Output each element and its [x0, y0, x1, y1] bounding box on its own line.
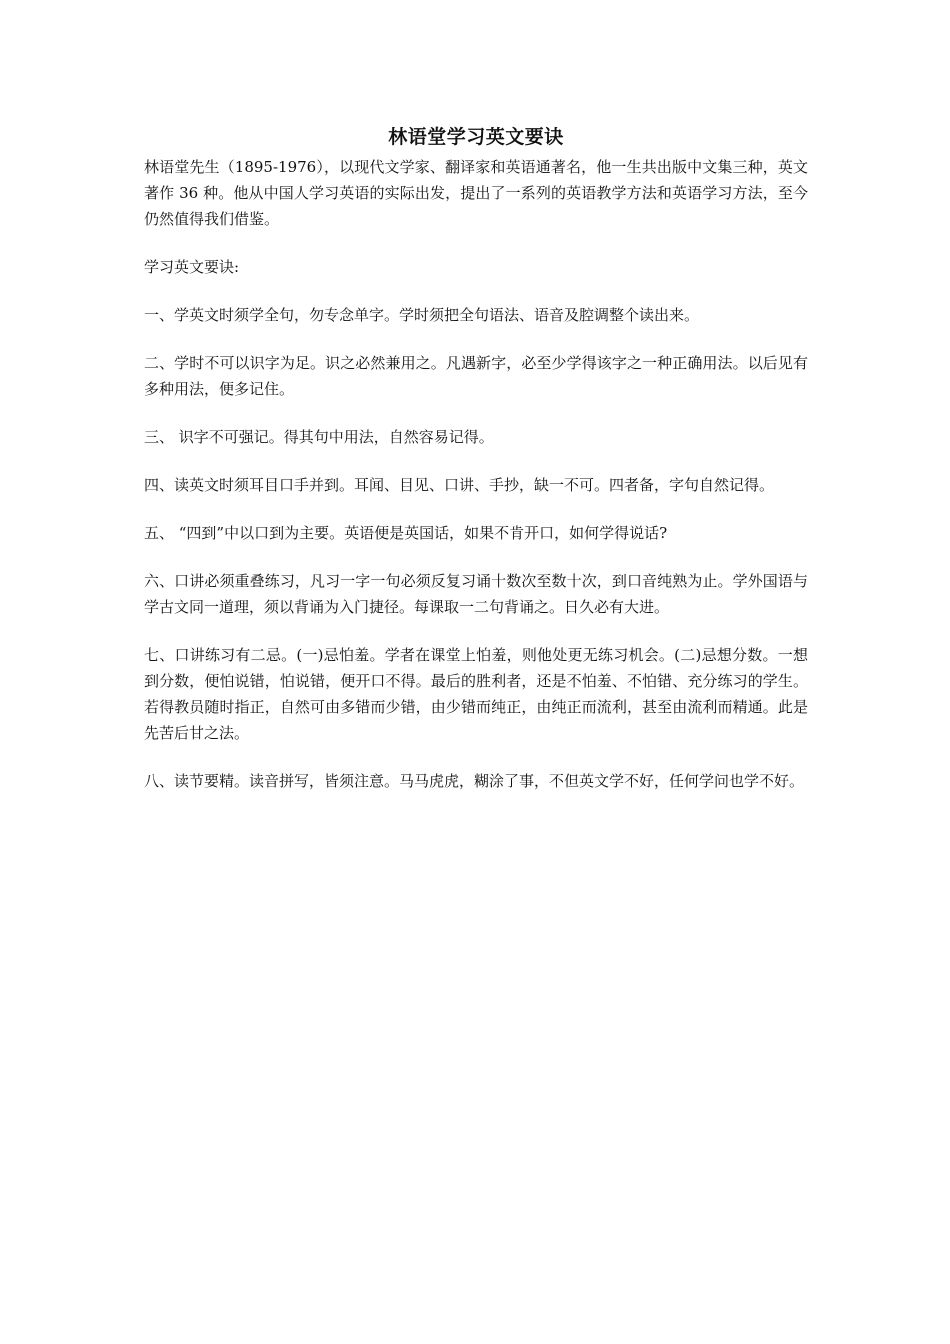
intro-paragraph: 林语堂先生（1895-1976），以现代文学家、翻译家和英语通著名，他一生共出版中文集三种，英文著作 36 种。他从中国人学习英语的实际出发，提出了一系列的英语教学方法和英语学习方法，至今仍然值得我们借鉴。 [144, 158, 808, 228]
section-heading: 学习英文要诀: [144, 258, 240, 276]
paragraph-gap [144, 620, 808, 642]
rule-item-8: 八、读节要精。读音拼写，皆须注意。马马虎虎，糊涂了事，不但英文学不好，任何学问也学不好。 [144, 772, 805, 790]
paragraph-gap [144, 498, 808, 520]
paragraph-gap [144, 450, 808, 472]
paragraph-gap [144, 280, 808, 302]
rule-item-1: 一、学英文时须学全句，勿专念单字。学时须把全句语法、语音及腔调整个读出来。 [144, 306, 700, 324]
rule-item-5: 五、 “四到”中以口到为主要。英语便是英国话，如果不肯开口，如何学得说话? [144, 524, 668, 542]
rule-item-3: 三、 识字不可强记。得其句中用法，自然容易记得。 [144, 428, 494, 446]
document-title: 林语堂学习英文要诀 [388, 126, 564, 148]
paragraph-gap [144, 402, 808, 424]
document-page [144, 120, 808, 794]
paragraph-gap [144, 232, 808, 254]
paragraph-gap [144, 546, 808, 568]
rule-item-7: 七、口讲练习有二忌。(一)忌怕羞。学者在课堂上怕羞，则他处更无练习机会。(二)忌想分数。一想到分数，便怕说错，怕说错，便开口不得。最后的胜利者，还是不怕羞、不怕错、充分练习的学生。若得教员随时指正，自然可由多错而少错，由少错而纯正，由纯正而流利，甚至由流利而精通。此是先苦后甘之法。 [144, 646, 808, 742]
paragraph-gap [144, 746, 808, 768]
rule-item-2: 二、学时不可以识字为足。识之必然兼用之。凡遇新字，必至少学得该字之一种正确用法。以后见有多种用法，便多记住。 [144, 354, 808, 398]
paragraph-gap [144, 328, 808, 350]
rule-item-4: 四、读英文时须耳目口手并到。耳闻、目见、口讲、手抄，缺一不可。四者备，字句自然记得。 [144, 476, 775, 494]
rule-item-6: 六、口讲必须重叠练习，凡习一字一句必须反复习诵十数次至数十次，到口音纯熟为止。学外国语与学古文同一道理，须以背诵为入门捷径。每课取一二句背诵之。日久必有大进。 [144, 572, 808, 616]
